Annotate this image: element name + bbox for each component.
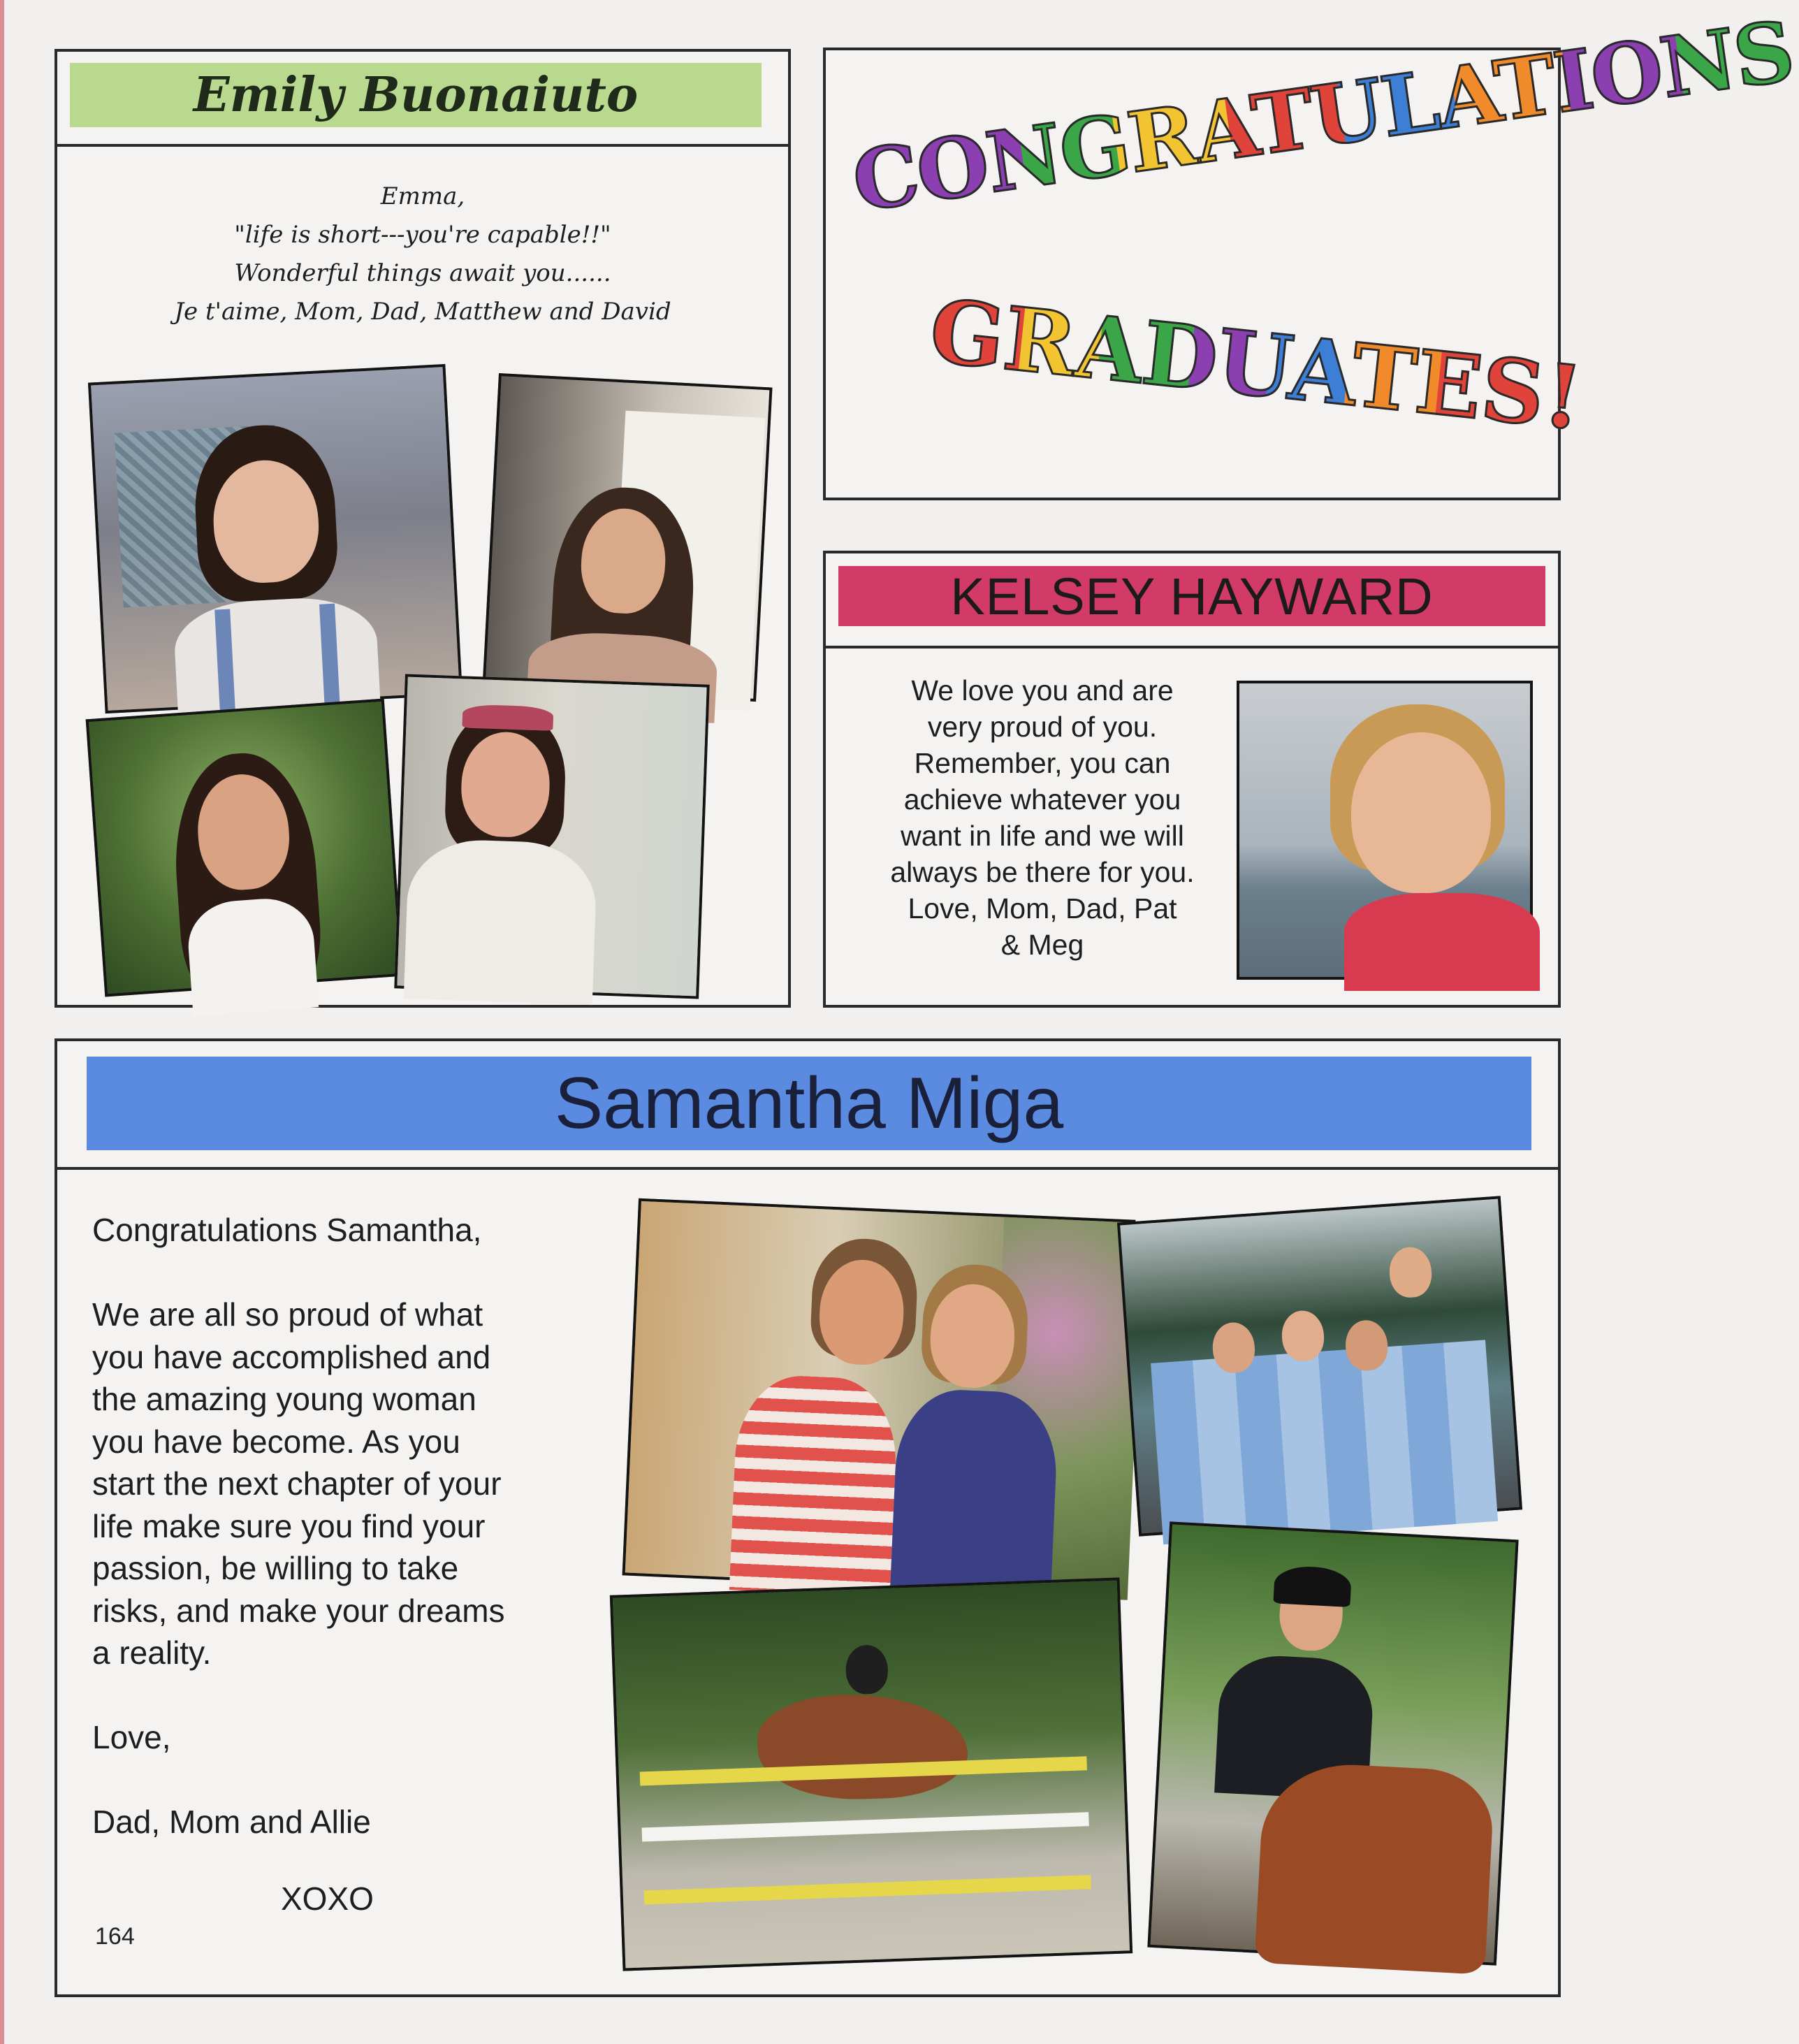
samantha-message-line: passion, be willing to take: [92, 1550, 459, 1586]
congrats-panel: [823, 1, 1799, 500]
page-edge: [0, 0, 4, 2044]
kelsey-message-line: achieve whatever you: [903, 783, 1181, 816]
samantha-message-line: Congratulations Samantha,: [92, 1212, 482, 1248]
samantha-message-line: you have become. As you: [92, 1423, 460, 1460]
samantha-message-line: risks, and make your dreams: [92, 1592, 505, 1629]
samantha-message: [92, 1209, 595, 1843]
emily-message-line: Emma,: [380, 182, 465, 210]
samantha-message-line: [92, 1759, 595, 1802]
samantha-panel: [54, 1038, 1561, 1997]
emily-panel: [54, 49, 791, 1008]
kelsey-message-line: very proud of you.: [927, 711, 1158, 743]
samantha-photo-rider: [1147, 1521, 1518, 1965]
samantha-photo-group: [1117, 1196, 1522, 1536]
kelsey-message: [847, 672, 1238, 963]
emily-photo-childhood: [88, 364, 463, 713]
kelsey-message-line: Love, Mom, Dad, Pat: [908, 892, 1177, 925]
kelsey-message-line: want in life and we will: [901, 820, 1184, 852]
samantha-message-line: Love,: [92, 1719, 171, 1755]
congratulations-graphic: [826, 1, 1799, 498]
emily-photo-portrait: [86, 699, 404, 997]
samantha-message-line: you have accomplished and: [92, 1338, 491, 1375]
page-number: 164: [95, 1923, 135, 1950]
samantha-message-line: [92, 1252, 595, 1294]
samantha-photo-friends: [622, 1198, 1136, 1597]
kelsey-name-banner: [838, 566, 1545, 626]
graduates-text: GRADUATES!: [925, 280, 1587, 450]
samantha-message-line: We are all so proud of what: [92, 1296, 483, 1333]
emily-message-line: Je t'aime, Mom, Dad, Matthew and David: [174, 298, 671, 326]
kelsey-name: KELSEY HAYWARD: [950, 567, 1434, 625]
samantha-message-line: the amazing young woman: [92, 1381, 476, 1417]
samantha-name: Samantha Miga: [554, 1062, 1064, 1144]
kelsey-panel: [823, 551, 1561, 1008]
emily-photo-tiara: [394, 674, 709, 999]
samantha-message-line: life make sure you find your: [92, 1507, 486, 1544]
samantha-message-line: a reality.: [92, 1635, 212, 1671]
emily-message-line: Wonderful things await you......: [234, 259, 611, 287]
kelsey-message-line: Remember, you can: [914, 747, 1171, 779]
emily-message: [57, 177, 788, 331]
samantha-signoff: XOXO: [281, 1880, 374, 1917]
emily-message-line: "life is short---you're capable!!": [234, 221, 611, 249]
samantha-photo-horse-jump: [610, 1577, 1132, 1971]
kelsey-message-line: & Meg: [1000, 929, 1084, 961]
kelsey-message-line: We love you and are: [911, 674, 1174, 706]
samantha-message-line: [92, 1674, 595, 1717]
kelsey-message-line: always be there for you.: [890, 856, 1195, 888]
emily-name: Emily Buonaiuto: [193, 67, 639, 123]
samantha-message-line: start the next chapter of your: [92, 1465, 502, 1502]
samantha-name-banner: [87, 1057, 1531, 1150]
congratulations-text: CONGRATULATIONS: [847, 1, 1799, 231]
emily-photo-teen: [482, 373, 772, 702]
samantha-message-line: Dad, Mom and Allie: [92, 1804, 371, 1840]
kelsey-photo: [1237, 681, 1533, 980]
emily-name-banner: [70, 63, 762, 127]
